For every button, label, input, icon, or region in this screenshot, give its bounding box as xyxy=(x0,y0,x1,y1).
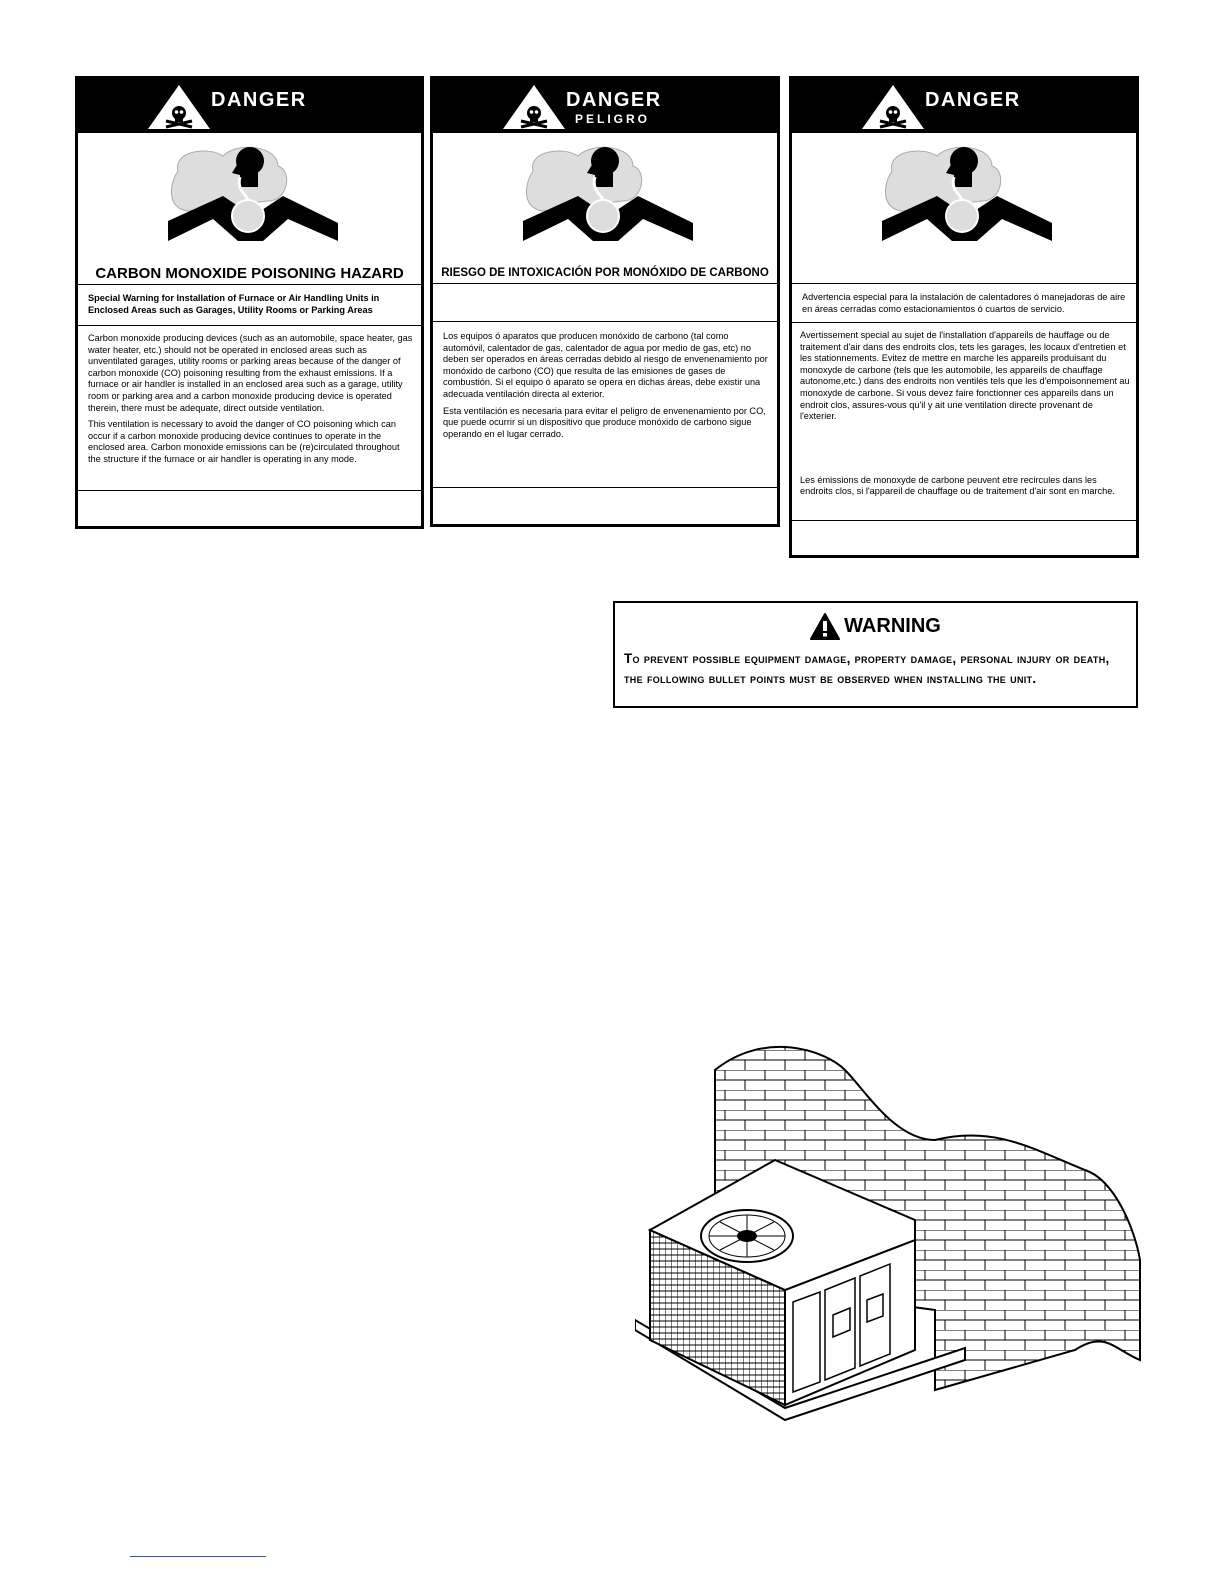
danger-word: DANGER xyxy=(211,89,307,111)
danger-word: DANGER xyxy=(925,89,1021,111)
warning-text: To prevent possible equipment damage, property damage, personal injury or death, the following bullet points must be observed when installing the unit. xyxy=(624,651,1110,686)
unit-clearance-illustration xyxy=(635,1030,1145,1440)
panel-body xyxy=(800,330,1130,503)
panel-intro: Advertencia especial para la instalación de calentadores ó manejadoras de aire en áreas cerradas como estacionamientos ó cuartos de servicio. xyxy=(802,292,1126,314)
skull-warning-icon xyxy=(501,83,567,131)
danger-label-spanish xyxy=(430,76,780,527)
danger-label-french xyxy=(789,76,1139,558)
panel-body-paragraph-2: Les émissions de monoxyde de carbone peuvent etre recircules dans les endroits clos, si l'appareil de chauffage ou de traitement d'air sont en marche. xyxy=(800,474,1115,497)
panel-body-paragraph-2: This ventilation is necessary to avoid the danger of CO poisoning which can occur if a carbon monoxide producing device continues to operate in the enclosed area. Carbon monoxide emissions can be (re)circulated throughout the structure if the furnace or air handler is operating in any mode. xyxy=(88,419,400,464)
skull-warning-icon xyxy=(860,83,926,131)
panel-title: RIESGO DE INTOXICACIÓN POR MONÓXIDO DE CARBONO xyxy=(441,267,769,279)
panel-body-paragraph-2: Esta ventilación es necesaria para evitar el peligro de envenenamiento por CO, que puede ocurrir si un dispositivo que produce monóxido de carbono sigue operando en el lugar cerrado. xyxy=(443,405,766,439)
warning-triangle-icon xyxy=(810,613,840,640)
co-inhalation-pictogram xyxy=(882,141,1052,261)
panel-intro: Special Warning for Installation of Furnace or Air Handling Units in Enclosed Areas such as Garages, Utility Rooms or Parking Areas xyxy=(88,293,380,315)
panel-body-paragraph-1: Avertissement special au sujet de l'installation d'appareils de hauffage ou de traitement d'air dans des endroits clos, tets les garages, les locaux d'entretien et les stationnements. Evitez de mettre en marche les appareils produisant du monoxyde de carbone (tels que les automobile, les appareils de chauffage autonome,etc.) dans des endroits non ventilés tels que les d'empoisonnement au monoxyde de carbone. Si vous devez faire fonctionner ces appareils dans un endroit clos, assures-vous qu'il y ait une ventilation directe provenant de l'exterier. xyxy=(800,330,1130,422)
panel-title: CARBON MONOXIDE POISONING HAZARD xyxy=(95,265,404,282)
danger-word: DANGER xyxy=(566,89,662,111)
panel-body-paragraph-1: Carbon monoxide producing devices (such as an automobile, space heater, gas water heater, etc.) should not be operated in enclosed areas such as unventilated garages, utility rooms or parking areas because of the danger of carbon monoxide (CO) poisoning resulting from the exhaust emissions. If a furnace or air handler is installed in an enclosed area such as a garage, utility room or parking area and a carbon monoxide producing device is operated therein, there must be adequate, direct outside ventilation. xyxy=(88,333,413,413)
danger-header xyxy=(78,79,421,133)
warning-box xyxy=(613,601,1138,708)
danger-subword: PELIGRO xyxy=(575,112,651,126)
skull-warning-icon xyxy=(146,83,212,131)
warning-title: WARNING xyxy=(844,614,941,637)
danger-label-english xyxy=(75,76,424,529)
danger-header xyxy=(433,79,777,133)
co-inhalation-pictogram xyxy=(523,141,693,261)
panel-body-paragraph-1: Los equipos ó aparatos que producen monóxido de carbono (tal como automóvil, calentador de gas, calentador de agua por medio de gas, etc) no deben ser operados en áreas cerradas debido al riesgo de envenenamiento por monóxido de carbono (CO) que resulta de las emisiones de gases de combustión. Si el equipo ó aparato se opera en dichas áreas, debe existir una adecuada ventilación directa al exterior. xyxy=(443,331,768,399)
co-inhalation-pictogram xyxy=(168,141,338,261)
warning-heading xyxy=(615,613,1136,640)
panel-body xyxy=(443,331,769,445)
danger-header xyxy=(792,79,1136,133)
panel-body xyxy=(88,333,413,471)
footer-rule xyxy=(130,1556,266,1557)
